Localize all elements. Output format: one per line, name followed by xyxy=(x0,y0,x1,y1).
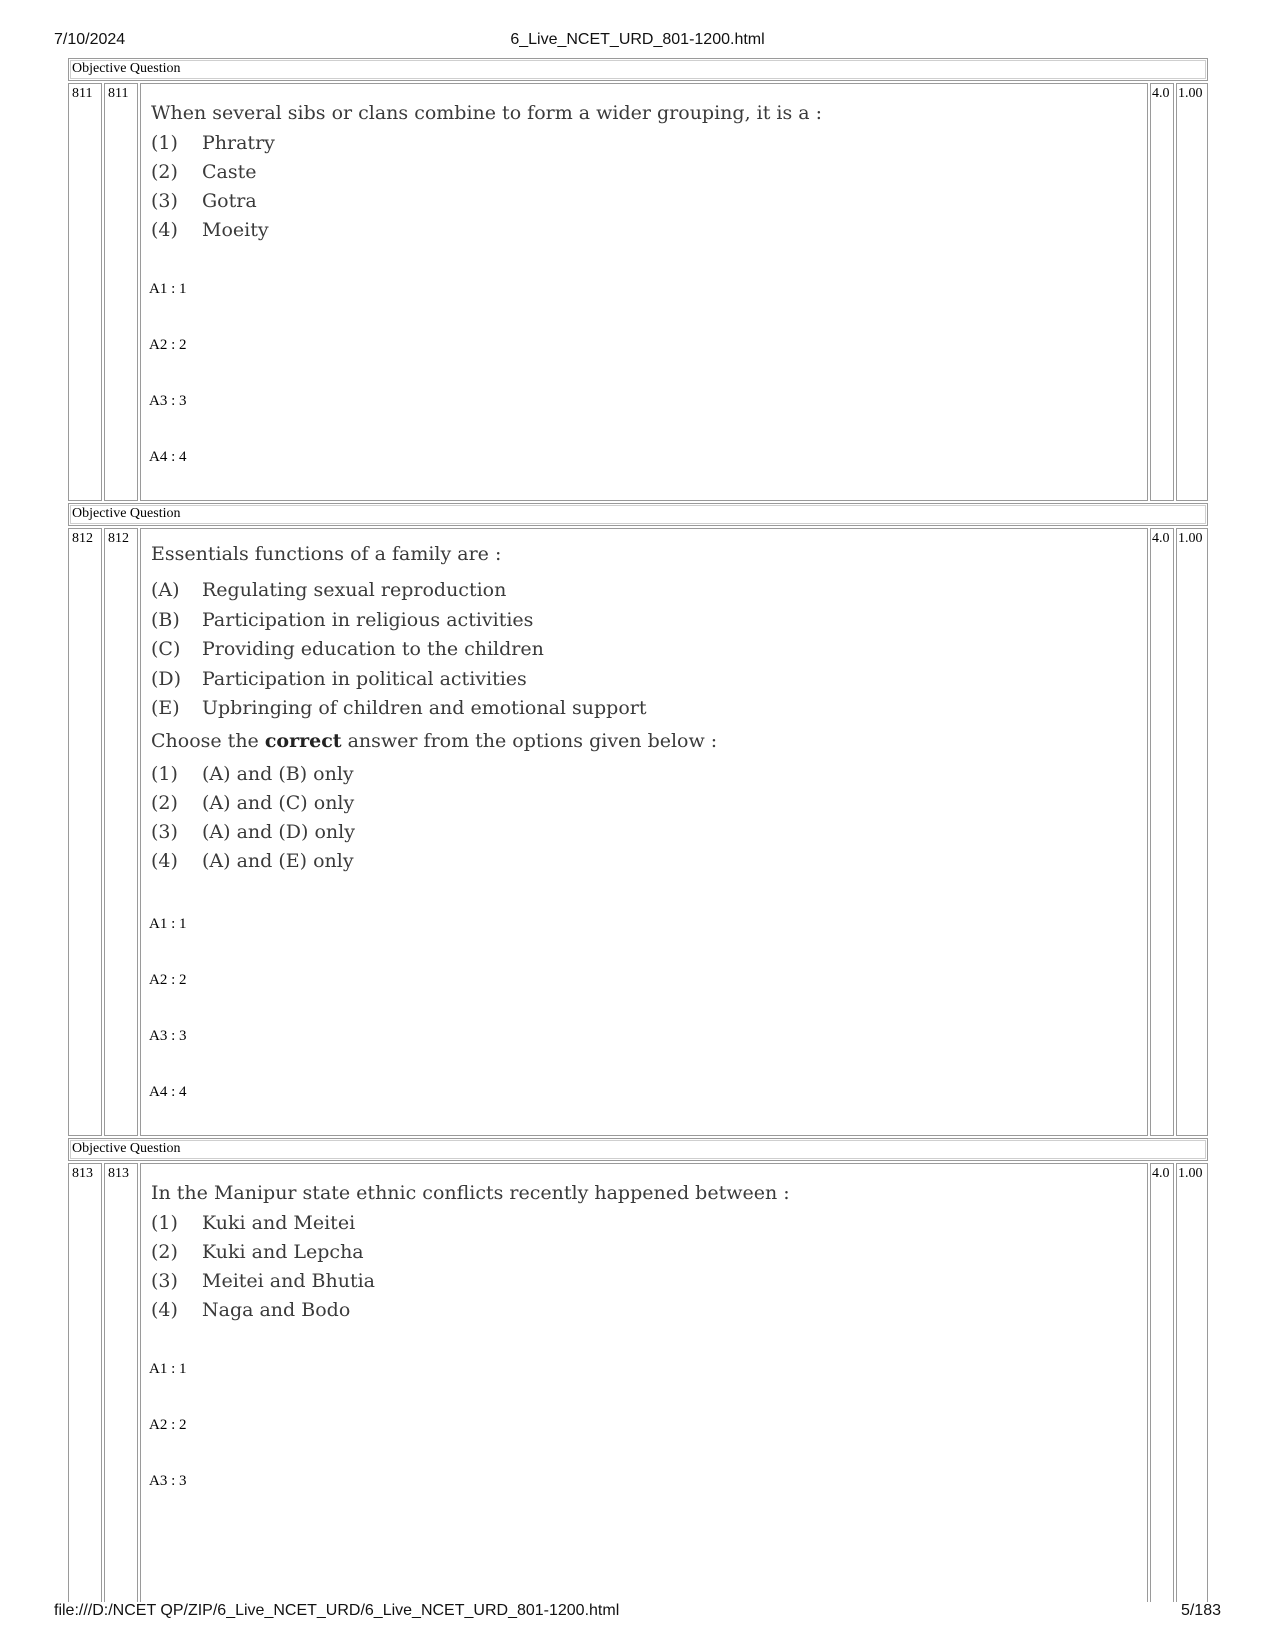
question-stem: When several sibs or clans combine to form a wider grouping, it is a : xyxy=(151,102,823,124)
answer-alternative: A1 : 1 xyxy=(149,281,187,297)
print-footer xyxy=(0,1602,1275,1624)
option-text: Kuki and Meitei xyxy=(202,1212,356,1234)
option xyxy=(151,1267,1147,1296)
option xyxy=(151,818,1147,847)
statement-label: (A) xyxy=(151,579,180,601)
statement-label: (E) xyxy=(151,697,180,719)
option-text: (A) and (B) only xyxy=(202,762,354,785)
option-label: (4) xyxy=(151,849,178,872)
question-row xyxy=(68,83,1208,501)
question-row xyxy=(68,1163,1208,1602)
statement xyxy=(151,576,1147,606)
option-text: (A) and (E) only xyxy=(202,849,354,872)
answer-alternative: A1 : 1 xyxy=(149,1361,187,1377)
statement xyxy=(151,665,1147,695)
question-negative-marks: 1.00 xyxy=(1176,528,1208,1136)
statement xyxy=(151,694,1147,724)
print-document-title: 6_Live_NCET_URD_801-1200.html xyxy=(510,31,765,48)
question-stem: In the Manipur state ethnic conflicts recently happened between : xyxy=(151,1182,790,1204)
option-label: (4) xyxy=(151,219,178,241)
option xyxy=(151,1238,1147,1267)
question-number: 811 xyxy=(68,83,102,501)
page-counter: 5/183 xyxy=(1180,1602,1221,1619)
option-label: (3) xyxy=(151,1270,178,1292)
option-label: (2) xyxy=(151,791,178,814)
option-text: (A) and (C) only xyxy=(202,791,355,814)
statement xyxy=(151,606,1147,636)
option-text: Gotra xyxy=(202,190,257,212)
question-negative-marks: 1.00 xyxy=(1176,83,1208,501)
option-text: Phratry xyxy=(202,132,275,154)
option-label: (1) xyxy=(151,762,178,785)
question-id: 811 xyxy=(104,83,138,501)
question-id: 813 xyxy=(104,1163,138,1602)
answer-alternative: A1 : 1 xyxy=(149,915,187,932)
option xyxy=(151,129,1147,158)
option xyxy=(151,789,1147,818)
answer-alternative: A2 : 2 xyxy=(149,971,187,988)
question-id: 812 xyxy=(104,528,138,1136)
question-body xyxy=(140,528,1148,1136)
option-label: (1) xyxy=(151,132,178,154)
answer-instruction: Choose the correct answer from the options given below : xyxy=(151,729,718,752)
option-label: (3) xyxy=(151,820,178,843)
statement xyxy=(151,635,1147,665)
question-row xyxy=(68,528,1208,1136)
emphasis-word: correct xyxy=(264,729,342,752)
question-negative-marks: 1.00 xyxy=(1176,1163,1208,1602)
answer-alternatives xyxy=(141,1359,1147,1527)
print-file-url: file:///D:/NCET QP/ZIP/6_Live_NCET_URD/6_Live_NCET_URD_801-1200.html xyxy=(54,1602,620,1619)
statement-text: Participation in religious activities xyxy=(202,608,534,631)
option-label: (4) xyxy=(151,1299,178,1321)
option xyxy=(151,760,1147,789)
question-type-label: Objective Question xyxy=(68,1138,1208,1161)
option-text: Kuki and Lepcha xyxy=(202,1241,364,1263)
option xyxy=(151,1209,1147,1238)
statement-text: Upbringing of children and emotional support xyxy=(202,697,647,719)
question-type-label: Objective Question xyxy=(68,58,1208,81)
question-number: 813 xyxy=(68,1163,102,1602)
answer-alternative: A2 : 2 xyxy=(149,1417,187,1433)
option-label: (3) xyxy=(151,190,178,212)
print-date: 7/10/2024 xyxy=(54,31,126,48)
question-number: 812 xyxy=(68,528,102,1136)
statement-label: (D) xyxy=(151,667,182,690)
answer-alternative: A4 : 4 xyxy=(149,1083,187,1100)
option-text: Moeity xyxy=(202,219,269,241)
option-text: Naga and Bodo xyxy=(202,1299,351,1321)
option xyxy=(151,1296,1147,1325)
option-label: (2) xyxy=(151,1241,178,1263)
question-stem: Essentials functions of a family are : xyxy=(151,543,502,565)
statement-label: (C) xyxy=(151,638,181,660)
question-marks: 4.0 xyxy=(1150,83,1174,501)
answer-alternatives xyxy=(141,279,1147,503)
option xyxy=(151,216,1147,245)
statement-label: (B) xyxy=(151,608,180,631)
answer-alternative: A3 : 3 xyxy=(149,1473,187,1489)
question-marks: 4.0 xyxy=(1150,1163,1174,1602)
print-header xyxy=(0,31,1275,53)
answer-alternative: A2 : 2 xyxy=(149,337,187,353)
statement-text: Providing education to the children xyxy=(202,638,544,660)
option xyxy=(151,187,1147,216)
question-body xyxy=(140,83,1148,501)
question-paper xyxy=(68,58,1208,1602)
answer-alternative: A4 : 4 xyxy=(149,449,187,465)
question-marks: 4.0 xyxy=(1150,528,1174,1136)
option xyxy=(151,158,1147,187)
option-text: Meitei and Bhutia xyxy=(202,1270,376,1292)
option-text: (A) and (D) only xyxy=(202,820,355,843)
answer-alternative: A3 : 3 xyxy=(149,1027,187,1044)
answer-alternative: A3 : 3 xyxy=(149,393,187,409)
answer-alternatives xyxy=(141,914,1147,1138)
option xyxy=(151,847,1147,876)
option-label: (1) xyxy=(151,1212,178,1234)
option-label: (2) xyxy=(151,161,178,183)
option-text: Caste xyxy=(202,161,257,183)
statement-text: Participation in political activities xyxy=(202,667,527,690)
question-body xyxy=(140,1163,1148,1602)
statement-text: Regulating sexual reproduction xyxy=(202,579,507,601)
question-type-label: Objective Question xyxy=(68,503,1208,526)
